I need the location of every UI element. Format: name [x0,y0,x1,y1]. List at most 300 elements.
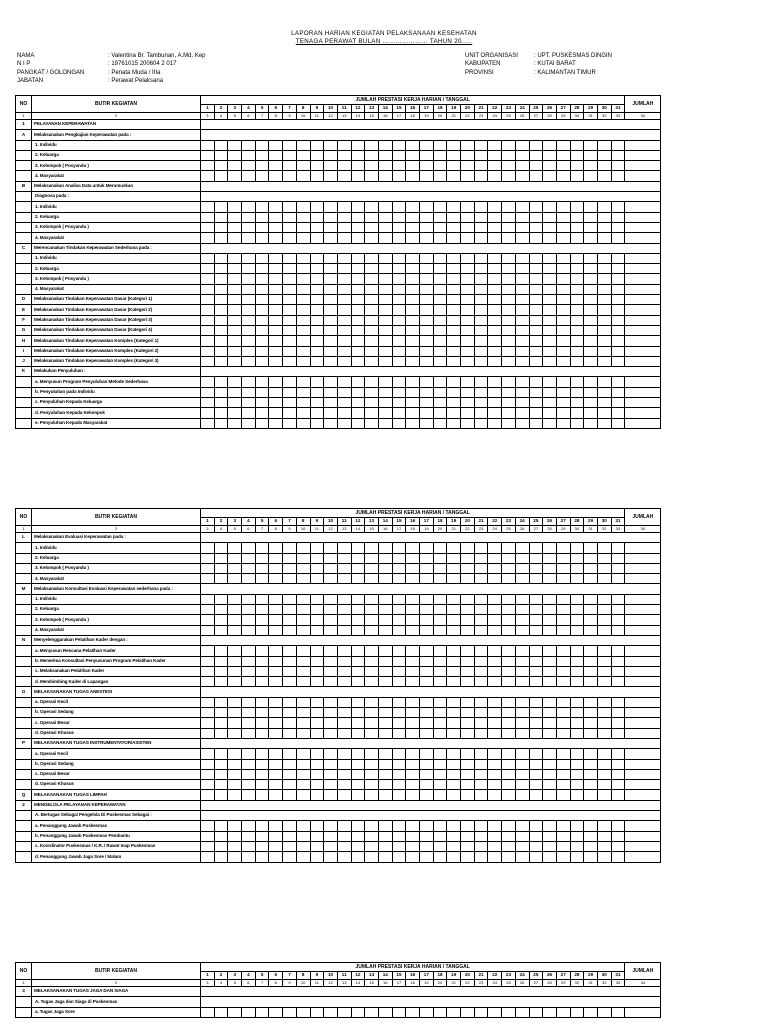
day-entry-cell[interactable] [515,171,529,181]
day-entry-cell[interactable] [515,356,529,366]
day-entry-cell[interactable] [214,605,228,615]
day-entry-cell[interactable] [296,336,310,346]
day-entry-cell[interactable] [488,264,502,274]
day-entry-cell[interactable] [201,780,215,790]
day-entry-cell[interactable] [392,594,406,604]
day-entry-cell[interactable] [447,274,461,284]
day-entry-cell[interactable] [255,418,269,428]
day-entry-cell[interactable] [392,852,406,862]
day-entry-cell[interactable] [324,398,338,408]
day-entry-cell[interactable] [310,408,324,418]
day-entry-cell[interactable] [365,387,379,397]
day-entry-cell[interactable] [392,274,406,284]
day-entry-cell[interactable] [406,140,420,150]
jumlah-cell[interactable] [625,749,661,759]
day-entry-cell[interactable] [337,356,351,366]
day-entry-cell[interactable] [406,336,420,346]
day-entry-cell[interactable] [488,852,502,862]
day-entry-cell[interactable] [433,831,447,841]
jumlah-cell[interactable] [625,594,661,604]
day-entry-cell[interactable] [228,325,242,335]
day-entry-cell[interactable] [543,574,557,584]
day-entry-cell[interactable] [296,356,310,366]
day-entry-cell[interactable] [337,202,351,212]
day-entry-cell[interactable] [543,408,557,418]
day-entry-cell[interactable] [474,1007,488,1017]
day-entry-cell[interactable] [351,759,365,769]
day-entry-cell[interactable] [570,140,584,150]
day-entry-cell[interactable] [324,325,338,335]
day-entry-cell[interactable] [502,336,516,346]
day-entry-cell[interactable] [365,625,379,635]
day-entry-cell[interactable] [447,790,461,800]
day-entry-cell[interactable] [283,841,297,851]
day-entry-cell[interactable] [255,264,269,274]
day-entry-cell[interactable] [228,253,242,263]
day-entry-cell[interactable] [269,295,283,305]
day-entry-cell[interactable] [529,821,543,831]
day-entry-cell[interactable] [556,325,570,335]
day-entry-cell[interactable] [201,728,215,738]
day-entry-cell[interactable] [474,697,488,707]
day-entry-cell[interactable] [556,666,570,676]
day-entry-cell[interactable] [570,346,584,356]
day-entry-cell[interactable] [365,841,379,851]
day-entry-cell[interactable] [406,305,420,315]
day-entry-cell[interactable] [201,377,215,387]
day-entry-cell[interactable] [529,697,543,707]
day-entry-cell[interactable] [296,666,310,676]
day-entry-cell[interactable] [214,284,228,294]
day-entry-cell[interactable] [502,615,516,625]
day-entry-cell[interactable] [488,769,502,779]
day-entry-cell[interactable] [420,574,434,584]
day-entry-cell[interactable] [324,563,338,573]
day-entry-cell[interactable] [242,708,256,718]
day-entry-cell[interactable] [228,295,242,305]
day-entry-cell[interactable] [474,708,488,718]
day-entry-cell[interactable] [584,718,598,728]
day-entry-cell[interactable] [351,718,365,728]
day-entry-cell[interactable] [214,315,228,325]
day-entry-cell[interactable] [570,708,584,718]
day-entry-cell[interactable] [201,387,215,397]
day-entry-cell[interactable] [392,418,406,428]
day-entry-cell[interactable] [570,677,584,687]
day-entry-cell[interactable] [461,161,475,171]
day-entry-cell[interactable] [461,708,475,718]
day-entry-cell[interactable] [474,625,488,635]
day-entry-cell[interactable] [515,594,529,604]
day-entry-cell[interactable] [433,625,447,635]
day-entry-cell[interactable] [378,305,392,315]
day-entry-cell[interactable] [228,140,242,150]
day-entry-cell[interactable] [611,563,625,573]
day-entry-cell[interactable] [529,749,543,759]
day-entry-cell[interactable] [420,615,434,625]
day-entry-cell[interactable] [283,398,297,408]
day-entry-cell[interactable] [461,594,475,604]
day-entry-cell[interactable] [406,780,420,790]
day-entry-cell[interactable] [461,759,475,769]
day-entry-cell[interactable] [255,356,269,366]
day-entry-cell[interactable] [529,264,543,274]
day-entry-cell[interactable] [365,718,379,728]
day-entry-cell[interactable] [242,161,256,171]
day-entry-cell[interactable] [214,728,228,738]
day-entry-cell[interactable] [228,574,242,584]
day-entry-cell[interactable] [228,202,242,212]
day-entry-cell[interactable] [378,625,392,635]
day-entry-cell[interactable] [269,233,283,243]
day-entry-cell[interactable] [242,728,256,738]
day-entry-cell[interactable] [392,222,406,232]
day-entry-cell[interactable] [597,212,611,222]
day-entry-cell[interactable] [461,718,475,728]
day-entry-cell[interactable] [502,264,516,274]
day-entry-cell[interactable] [515,697,529,707]
day-entry-cell[interactable] [296,377,310,387]
day-entry-cell[interactable] [433,377,447,387]
day-entry-cell[interactable] [269,264,283,274]
day-entry-cell[interactable] [296,852,310,862]
day-entry-cell[interactable] [488,666,502,676]
day-entry-cell[interactable] [324,677,338,687]
day-entry-cell[interactable] [420,605,434,615]
day-entry-cell[interactable] [296,264,310,274]
day-entry-cell[interactable] [584,594,598,604]
day-entry-cell[interactable] [420,161,434,171]
day-entry-cell[interactable] [543,253,557,263]
day-entry-cell[interactable] [392,821,406,831]
day-entry-cell[interactable] [351,708,365,718]
day-entry-cell[interactable] [515,563,529,573]
day-entry-cell[interactable] [433,253,447,263]
day-entry-cell[interactable] [201,284,215,294]
day-entry-cell[interactable] [461,398,475,408]
day-entry-cell[interactable] [392,140,406,150]
day-entry-cell[interactable] [228,346,242,356]
day-entry-cell[interactable] [433,274,447,284]
day-entry-cell[interactable] [255,708,269,718]
day-entry-cell[interactable] [556,625,570,635]
day-entry-cell[interactable] [242,150,256,160]
day-entry-cell[interactable] [502,563,516,573]
day-entry-cell[interactable] [515,305,529,315]
day-entry-cell[interactable] [556,336,570,346]
day-entry-cell[interactable] [611,718,625,728]
day-entry-cell[interactable] [392,356,406,366]
day-entry-cell[interactable] [515,615,529,625]
day-entry-cell[interactable] [242,387,256,397]
day-entry-cell[interactable] [433,315,447,325]
day-entry-cell[interactable] [556,605,570,615]
day-entry-cell[interactable] [283,718,297,728]
day-entry-cell[interactable] [474,150,488,160]
day-entry-cell[interactable] [420,1007,434,1017]
day-entry-cell[interactable] [365,666,379,676]
day-entry-cell[interactable] [214,387,228,397]
day-entry-cell[interactable] [378,821,392,831]
day-entry-cell[interactable] [296,387,310,397]
day-entry-cell[interactable] [228,305,242,315]
day-entry-cell[interactable] [420,325,434,335]
day-entry-cell[interactable] [310,212,324,222]
day-entry-cell[interactable] [474,171,488,181]
day-entry-cell[interactable] [611,233,625,243]
day-entry-cell[interactable] [529,295,543,305]
day-entry-cell[interactable] [611,140,625,150]
day-entry-cell[interactable] [283,697,297,707]
day-entry-cell[interactable] [365,161,379,171]
day-entry-cell[interactable] [337,222,351,232]
day-entry-cell[interactable] [310,233,324,243]
day-entry-cell[interactable] [597,161,611,171]
day-entry-cell[interactable] [461,274,475,284]
day-entry-cell[interactable] [337,625,351,635]
day-entry-cell[interactable] [447,697,461,707]
day-entry-cell[interactable] [201,769,215,779]
day-entry-cell[interactable] [474,728,488,738]
day-entry-cell[interactable] [420,821,434,831]
day-entry-cell[interactable] [378,646,392,656]
day-entry-cell[interactable] [310,574,324,584]
day-entry-cell[interactable] [529,553,543,563]
day-entry-cell[interactable] [310,677,324,687]
day-entry-cell[interactable] [529,563,543,573]
day-entry-cell[interactable] [461,728,475,738]
day-entry-cell[interactable] [242,295,256,305]
day-entry-cell[interactable] [365,325,379,335]
day-entry-cell[interactable] [597,574,611,584]
day-entry-cell[interactable] [488,398,502,408]
day-entry-cell[interactable] [406,161,420,171]
day-entry-cell[interactable] [543,398,557,408]
day-entry-cell[interactable] [461,284,475,294]
day-entry-cell[interactable] [378,759,392,769]
day-entry-cell[interactable] [488,759,502,769]
day-entry-cell[interactable] [310,646,324,656]
day-entry-cell[interactable] [584,253,598,263]
day-entry-cell[interactable] [461,790,475,800]
day-entry-cell[interactable] [515,759,529,769]
day-entry-cell[interactable] [556,759,570,769]
day-entry-cell[interactable] [584,305,598,315]
day-entry-cell[interactable] [296,677,310,687]
day-entry-cell[interactable] [378,212,392,222]
day-entry-cell[interactable] [255,605,269,615]
day-entry-cell[interactable] [378,325,392,335]
day-entry-cell[interactable] [406,264,420,274]
day-entry-cell[interactable] [502,543,516,553]
day-entry-cell[interactable] [474,274,488,284]
day-entry-cell[interactable] [461,666,475,676]
day-entry-cell[interactable] [570,295,584,305]
day-entry-cell[interactable] [392,315,406,325]
day-entry-cell[interactable] [337,697,351,707]
day-entry-cell[interactable] [378,161,392,171]
day-entry-cell[interactable] [283,563,297,573]
day-entry-cell[interactable] [296,274,310,284]
day-entry-cell[interactable] [420,831,434,841]
day-entry-cell[interactable] [543,150,557,160]
day-entry-cell[interactable] [255,553,269,563]
day-entry-cell[interactable] [584,666,598,676]
day-entry-cell[interactable] [420,387,434,397]
day-entry-cell[interactable] [556,677,570,687]
day-entry-cell[interactable] [543,656,557,666]
day-entry-cell[interactable] [365,171,379,181]
day-entry-cell[interactable] [228,274,242,284]
day-entry-cell[interactable] [515,831,529,841]
day-entry-cell[interactable] [570,408,584,418]
day-entry-cell[interactable] [351,161,365,171]
day-entry-cell[interactable] [392,718,406,728]
day-entry-cell[interactable] [337,1007,351,1017]
day-entry-cell[interactable] [242,264,256,274]
day-entry-cell[interactable] [378,666,392,676]
day-entry-cell[interactable] [378,202,392,212]
day-entry-cell[interactable] [337,336,351,346]
day-entry-cell[interactable] [324,718,338,728]
day-entry-cell[interactable] [255,336,269,346]
day-entry-cell[interactable] [611,222,625,232]
day-entry-cell[interactable] [515,387,529,397]
day-entry-cell[interactable] [611,315,625,325]
day-entry-cell[interactable] [461,253,475,263]
day-entry-cell[interactable] [378,708,392,718]
day-entry-cell[interactable] [296,346,310,356]
day-entry-cell[interactable] [392,1007,406,1017]
day-entry-cell[interactable] [447,553,461,563]
day-entry-cell[interactable] [378,264,392,274]
day-entry-cell[interactable] [611,749,625,759]
day-entry-cell[interactable] [310,315,324,325]
day-entry-cell[interactable] [255,841,269,851]
day-entry-cell[interactable] [269,749,283,759]
day-entry-cell[interactable] [433,656,447,666]
day-entry-cell[interactable] [214,418,228,428]
day-entry-cell[interactable] [283,646,297,656]
day-entry-cell[interactable] [447,1007,461,1017]
day-entry-cell[interactable] [255,625,269,635]
day-entry-cell[interactable] [351,264,365,274]
day-entry-cell[interactable] [420,171,434,181]
day-entry-cell[interactable] [296,697,310,707]
day-entry-cell[interactable] [502,677,516,687]
day-entry-cell[interactable] [515,336,529,346]
day-entry-cell[interactable] [529,615,543,625]
day-entry-cell[interactable] [515,377,529,387]
day-entry-cell[interactable] [337,305,351,315]
day-entry-cell[interactable] [283,666,297,676]
day-entry-cell[interactable] [283,274,297,284]
day-entry-cell[interactable] [515,295,529,305]
day-entry-cell[interactable] [433,697,447,707]
day-entry-cell[interactable] [611,646,625,656]
day-entry-cell[interactable] [228,666,242,676]
day-entry-cell[interactable] [433,346,447,356]
day-entry-cell[interactable] [406,295,420,305]
day-entry-cell[interactable] [255,646,269,656]
day-entry-cell[interactable] [269,274,283,284]
day-entry-cell[interactable] [337,274,351,284]
day-entry-cell[interactable] [611,666,625,676]
day-entry-cell[interactable] [488,305,502,315]
day-entry-cell[interactable] [365,408,379,418]
day-entry-cell[interactable] [269,708,283,718]
day-entry-cell[interactable] [584,346,598,356]
day-entry-cell[interactable] [447,563,461,573]
day-entry-cell[interactable] [502,769,516,779]
day-entry-cell[interactable] [433,150,447,160]
day-entry-cell[interactable] [283,222,297,232]
day-entry-cell[interactable] [488,749,502,759]
day-entry-cell[interactable] [611,387,625,397]
day-entry-cell[interactable] [597,284,611,294]
day-entry-cell[interactable] [269,646,283,656]
day-entry-cell[interactable] [324,790,338,800]
day-entry-cell[interactable] [201,336,215,346]
day-entry-cell[interactable] [351,594,365,604]
day-entry-cell[interactable] [296,408,310,418]
day-entry-cell[interactable] [242,140,256,150]
day-entry-cell[interactable] [392,831,406,841]
day-entry-cell[interactable] [502,387,516,397]
day-entry-cell[interactable] [337,346,351,356]
day-entry-cell[interactable] [420,728,434,738]
day-entry-cell[interactable] [570,821,584,831]
day-entry-cell[interactable] [392,677,406,687]
day-entry-cell[interactable] [310,718,324,728]
day-entry-cell[interactable] [283,656,297,666]
day-entry-cell[interactable] [515,274,529,284]
day-entry-cell[interactable] [269,780,283,790]
day-entry-cell[interactable] [529,666,543,676]
day-entry-cell[interactable] [296,543,310,553]
day-entry-cell[interactable] [611,325,625,335]
day-entry-cell[interactable] [283,625,297,635]
day-entry-cell[interactable] [515,749,529,759]
day-entry-cell[interactable] [228,605,242,615]
day-entry-cell[interactable] [447,841,461,851]
day-entry-cell[interactable] [597,656,611,666]
day-entry-cell[interactable] [201,718,215,728]
day-entry-cell[interactable] [228,625,242,635]
day-entry-cell[interactable] [269,418,283,428]
day-entry-cell[interactable] [461,852,475,862]
day-entry-cell[interactable] [283,749,297,759]
day-entry-cell[interactable] [201,749,215,759]
day-entry-cell[interactable] [474,749,488,759]
day-entry-cell[interactable] [570,212,584,222]
day-entry-cell[interactable] [365,377,379,387]
day-entry-cell[interactable] [351,543,365,553]
day-entry-cell[interactable] [365,274,379,284]
day-entry-cell[interactable] [474,646,488,656]
day-entry-cell[interactable] [406,646,420,656]
day-entry-cell[interactable] [337,821,351,831]
day-entry-cell[interactable] [242,718,256,728]
day-entry-cell[interactable] [570,161,584,171]
day-entry-cell[interactable] [597,697,611,707]
day-entry-cell[interactable] [529,594,543,604]
day-entry-cell[interactable] [378,677,392,687]
day-entry-cell[interactable] [392,171,406,181]
day-entry-cell[interactable] [392,295,406,305]
day-entry-cell[interactable] [488,1007,502,1017]
day-entry-cell[interactable] [502,697,516,707]
